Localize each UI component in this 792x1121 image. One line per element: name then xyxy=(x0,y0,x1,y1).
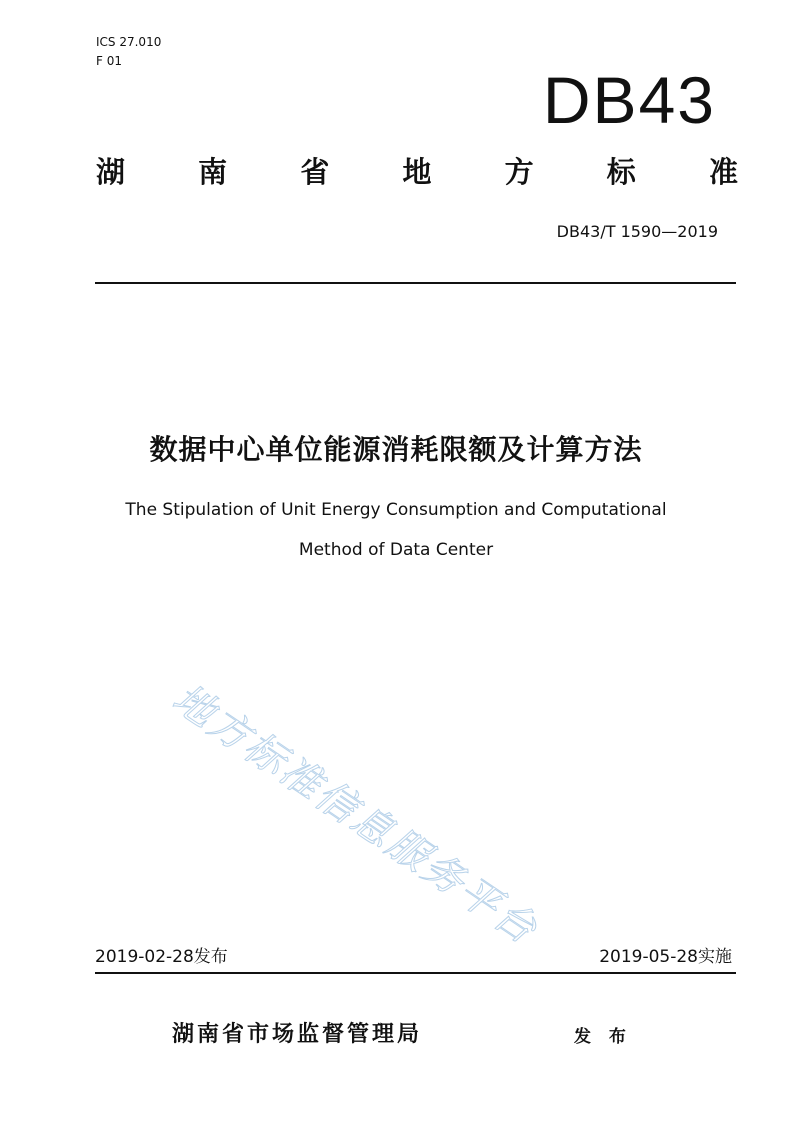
title-english-line1: The Stipulation of Unit Energy Consumption and Computational xyxy=(125,500,667,520)
standard-category-char: 省 xyxy=(300,154,330,189)
ics-code: ICS 27.010 xyxy=(96,35,162,49)
standard-category xyxy=(96,148,738,192)
watermark: 地方标准信息服务平台 xyxy=(164,675,547,955)
publish-date: 2019-02-28发布 xyxy=(95,947,228,967)
issue-label: 发 布 xyxy=(574,1027,632,1047)
classification-codes xyxy=(96,33,161,71)
category-code: F 01 xyxy=(96,54,122,68)
title-chinese: 数据中心单位能源消耗限额及计算方法 xyxy=(149,433,643,466)
standard-category-char: 南 xyxy=(198,154,228,189)
standard-number: DB43/T 1590—2019 xyxy=(556,222,718,241)
standard-category-char: 准 xyxy=(708,154,738,189)
standard-category-char: 湖 xyxy=(96,154,126,189)
standard-category-char: 方 xyxy=(504,154,534,189)
top-divider xyxy=(95,282,736,284)
issuing-authority: 湖南省市场监督管理局 xyxy=(172,1022,423,1047)
title-english-line2: Method of Data Center xyxy=(298,540,494,560)
implement-date: 2019-05-28实施 xyxy=(599,947,732,967)
bottom-divider xyxy=(95,972,736,974)
db-logo: DB43 xyxy=(542,63,716,137)
standard-category-char: 地 xyxy=(402,154,432,189)
standard-category-char: 标 xyxy=(606,154,636,189)
